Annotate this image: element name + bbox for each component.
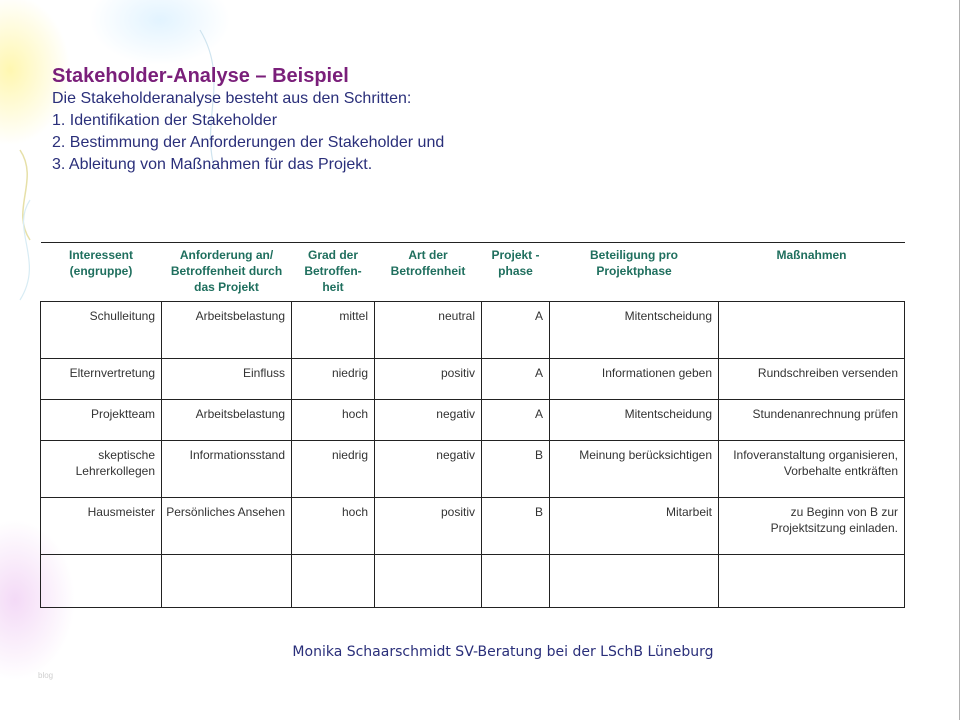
column-header: Maßnahmen: [719, 243, 905, 302]
table-row: [41, 441, 905, 498]
table-cell: A: [482, 400, 550, 441]
intro-line: Die Stakeholderanalyse besteht aus den Schritten:: [52, 90, 412, 107]
table-cell: B: [482, 498, 550, 555]
table-row: [41, 498, 905, 555]
table-row: [41, 359, 905, 400]
table-cell: [550, 555, 719, 608]
table-cell: Rundschreiben versenden: [719, 359, 905, 400]
table-cell: Mitarbeit: [550, 498, 719, 555]
table-cell: A: [482, 359, 550, 400]
column-header: Art der Betroffenheit: [375, 243, 482, 302]
table-cell: positiv: [375, 359, 482, 400]
column-header: Grad der Betroffen-heit: [292, 243, 375, 302]
column-header: Anforderung an/ Betroffenheit durch das Projekt: [162, 243, 292, 302]
table-cell: Elternvertretung: [41, 359, 162, 400]
intro-step-2: 2. Bestimmung der Anforderungen der Stakeholder und: [52, 134, 445, 151]
stakeholder-table: [40, 242, 905, 608]
table-cell: [375, 555, 482, 608]
column-header: Projekt -phase: [482, 243, 550, 302]
table-cell: Mitentscheidung: [550, 302, 719, 359]
column-header: Interessent (engruppe): [41, 243, 162, 302]
table-cell: Mitentscheidung: [550, 400, 719, 441]
table-cell: A: [482, 302, 550, 359]
table-cell: Informationen geben: [550, 359, 719, 400]
watermark: blog: [38, 671, 54, 680]
intro-step-1: 1. Identifikation der Stakeholder: [52, 112, 278, 129]
table-cell: B: [482, 441, 550, 498]
table-cell: Arbeitsbelastung: [162, 302, 292, 359]
table-cell: neutral: [375, 302, 482, 359]
table-row: [41, 302, 905, 359]
intro-step-3: 3. Ableitung von Maßnahmen für das Projekt.: [52, 156, 373, 173]
table-row: [41, 400, 905, 441]
table-cell: Hausmeister: [41, 498, 162, 555]
table-cell: Arbeitsbelastung: [162, 400, 292, 441]
table-cell: niedrig: [292, 441, 375, 498]
table-header-row: [41, 243, 905, 302]
table-cell: Projektteam: [41, 400, 162, 441]
table-cell: skeptische Lehrerkollegen: [41, 441, 162, 498]
table-cell: negativ: [375, 441, 482, 498]
table-cell: [482, 555, 550, 608]
table-cell: Infoveranstaltung organisieren, Vorbehalte entkräften: [719, 441, 905, 498]
table-cell: [719, 555, 905, 608]
table-cell: [162, 555, 292, 608]
table-cell: [292, 555, 375, 608]
table-cell: mittel: [292, 302, 375, 359]
table-cell: Informationsstand: [162, 441, 292, 498]
table-cell: [719, 302, 905, 359]
slide-footer: Monika Schaarschmidt SV-Beratung bei der LSchB Lüneburg: [292, 644, 714, 660]
table-cell: Stundenanrechnung prüfen: [719, 400, 905, 441]
table-cell: positiv: [375, 498, 482, 555]
table-cell: negativ: [375, 400, 482, 441]
table-cell: Persönliches Ansehen: [162, 498, 292, 555]
slide-header: [52, 64, 852, 176]
table-row: [41, 555, 905, 608]
table-cell: niedrig: [292, 359, 375, 400]
table-cell: [41, 555, 162, 608]
table-cell: zu Beginn von B zur Projektsitzung einladen.: [719, 498, 905, 555]
column-header: Beteiligung pro Projektphase: [550, 243, 719, 302]
table-cell: Meinung berücksichtigen: [550, 441, 719, 498]
table-cell: hoch: [292, 498, 375, 555]
table-cell: Einfluss: [162, 359, 292, 400]
table-cell: hoch: [292, 400, 375, 441]
slide-title: Stakeholder-Analyse – Beispiel: [52, 65, 349, 87]
table-cell: Schulleitung: [41, 302, 162, 359]
